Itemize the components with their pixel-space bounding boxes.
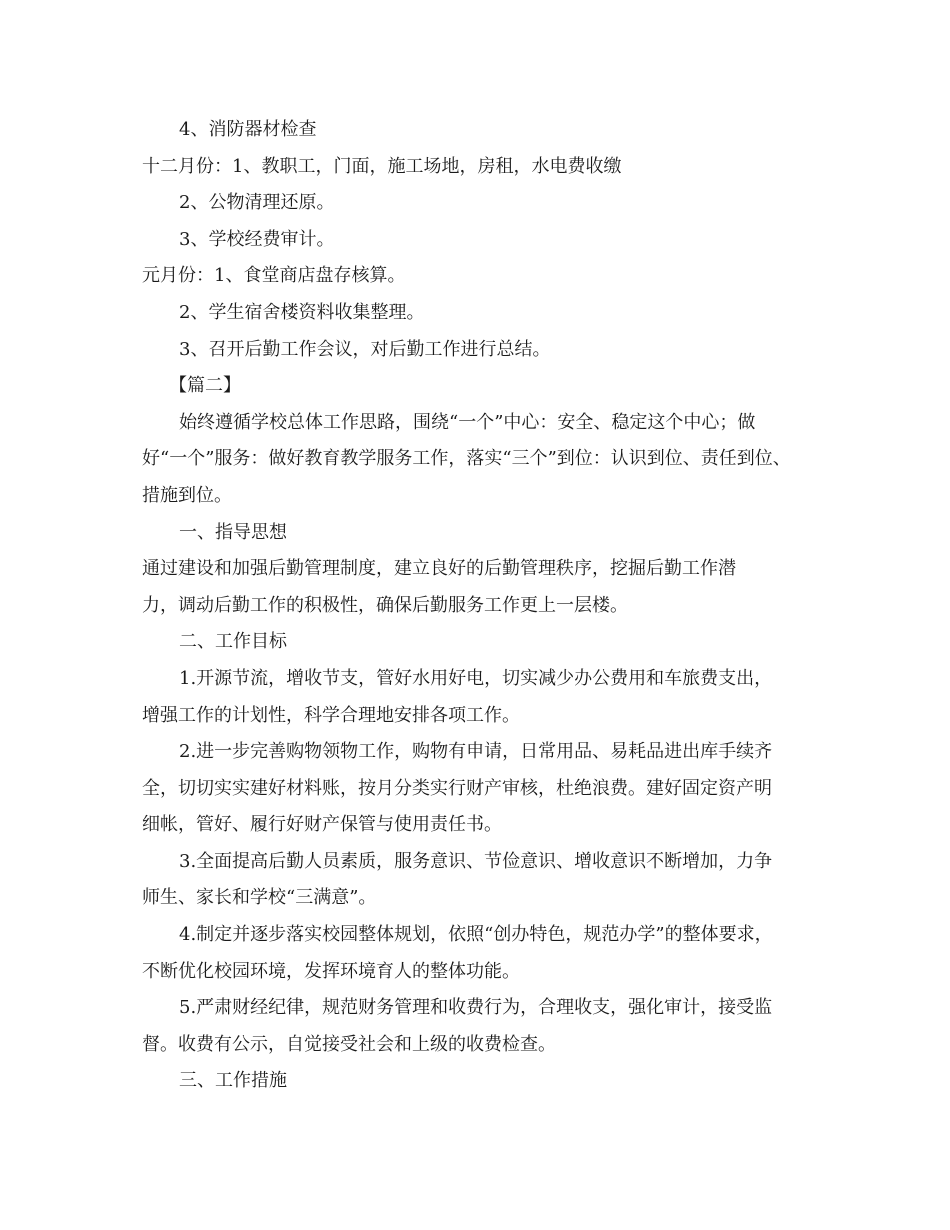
text-line: 3、学校经费审计。: [179, 228, 335, 250]
paragraph: [142, 332, 808, 369]
text-line: 4、消防器材检查: [179, 119, 317, 140]
paragraph: [142, 917, 808, 990]
text-line: 措施到位。: [142, 484, 232, 506]
paragraph: [142, 149, 808, 186]
text-line: 通过建设和加强后勤管理制度，建立良好的后勤管理秩序，挖掘后勤工作潜: [142, 558, 736, 580]
paragraph: [142, 990, 808, 1063]
text-line: 4.制定并逐步落实校园整体规划，依照“创办特色，规范办学”的整体要求，: [179, 924, 773, 946]
document-body: [142, 112, 808, 1100]
text-line: 督。收费有公示，自觉接受社会和上级的收费检查。: [142, 1033, 556, 1055]
paragraph: [142, 624, 808, 661]
text-line: 3.全面提高后勤人员素质，服务意识、节俭意识、增收意识不断增加，力争: [179, 850, 773, 872]
paragraph: [142, 112, 808, 149]
paragraph: [142, 844, 808, 917]
paragraph: [142, 258, 808, 295]
text-line: 2.进一步完善购物领物工作，购物有申请，日常用品、易耗品进出库手续齐: [179, 741, 773, 763]
paragraph: [142, 551, 808, 624]
paragraph: [142, 515, 808, 552]
text-line: 细帐，管好、履行好财产保管与使用责任书。: [142, 814, 502, 836]
text-line: 元月份：1、食堂商店盘存核算。: [142, 265, 406, 287]
text-line: 十二月份：1、教职工，门面，施工场地，房租，水电费收缴: [142, 155, 622, 177]
text-line: 好“一个”服务：做好教育教学服务工作，落实“三个”到位：认识到位、责任到位、: [142, 448, 791, 470]
text-line: 增强工作的计划性，科学合理地安排各项工作。: [142, 704, 520, 726]
text-line: 2、学生宿舍楼资料收集整理。: [179, 301, 425, 323]
section-heading: [142, 368, 808, 405]
text-line: 一、指导思想: [179, 521, 287, 543]
text-line: 1.开源节流，增收节支，管好水用好电，切实减少办公费用和车旅费支出，: [179, 667, 773, 689]
paragraph: [142, 222, 808, 259]
text-line: 三、工作措施: [179, 1070, 287, 1092]
text-line: 二、工作目标: [179, 631, 287, 653]
text-line: 【篇二】: [169, 375, 241, 397]
paragraph: [142, 661, 808, 734]
paragraph: [142, 1063, 808, 1100]
text-line: 力，调动后勤工作的积极性，确保后勤服务工作更上一层楼。: [142, 594, 628, 616]
text-line: 3、召开后勤工作会议，对后勤工作进行总结。: [179, 338, 551, 360]
text-line: 不断优化校园环境，发挥环境育人的整体功能。: [142, 960, 520, 982]
text-line: 始终遵循学校总体工作思路，围绕“一个”中心：安全、稳定这个中心；做: [179, 411, 756, 433]
paragraph: [142, 295, 808, 332]
paragraph: [142, 734, 808, 844]
text-line: 全，切切实实建好材料账，按月分类实行财产审核，杜绝浪费。建好固定资产明: [142, 777, 772, 799]
paragraph: [142, 185, 808, 222]
text-line: 2、公物清理还原。: [179, 192, 335, 214]
text-line: 师生、家长和学校“三满意”。: [142, 887, 377, 909]
text-line: 5.严肃财经纪律，规范财务管理和收费行为，合理收支，强化审计，接受监: [179, 997, 773, 1019]
paragraph: [142, 405, 808, 515]
